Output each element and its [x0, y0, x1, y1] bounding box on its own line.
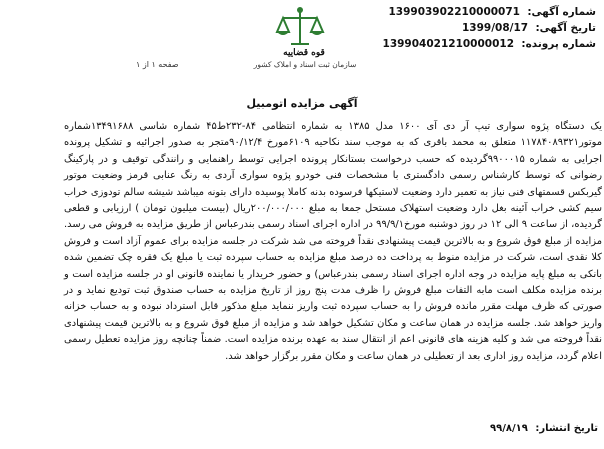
file-number-row [346, 36, 596, 52]
publish-date-value: ۹۹/۸/۱۹ [490, 423, 528, 434]
document-body: یک دستگاه پژوه سواری تیپ آر دی آی ۱۶۰۰ مدل ۱۳۸۵ به شماره انتظامی ۸۴-۲۳۲ط۴۵ شماره شاسی ۱۳۴۹۱۶۸۸شماره موتور۱۱۷۸۴۰۸۹۳۲۱ متعلق به محمد باقری که به موجب سند نکاحیه ۶۱۰۹مورخ ۹۰/۱۲/۴متجر به صدور اجرائیه و تشکیل پرونده اجرایی به شماره ۹۹۰۰۰۱۵گردیده که حسب درخواست بستانکار پرونده اجرایی توسط راهنمایی و رانندگی توقیف و در پارکینگ رضوانی که توسط کارشناس رسمی دادگستری با مشخصات فنی خودرو پژوه سواری آردی به رنگ عنابی قرمز وضعیت موتور گیربکس قسمتهای فنی نیاز به تعمیر دارد وضعیت لاستیکها فرسوده بدنه کاملا پوسیده دارای بتونه میباشد شیشه سالم تودوزی خراب سیم کشی خراب آئینه بغل دارد وضعیت استهلاک مستحل جمعا به مبلغ ۲۰۰/۰۰۰/۰۰۰ریال (بیست میلیون تومان ) ارزیابی و قطعی گردیده، از ساعت ۹ الی ۱۲ در روز دوشنبه مورخ۹۹/۹/۱ در اداره اجرای اسناد رسمی بندرعباس از طریق مزایده به فروش می رسد. مزایده از مبلغ فوق شروع و به بالاترین قیمت پیشنهادی نقداً فروخته می شد شرکت در جلسه مزایده برای عموم آزاد است و فروش کلا نقدی است، شرکت در مزایده منوط به پرداخت ده درصد مبلغ مزایده به حساب سپرده ثبت یا مبلغ یک فقره چک تضمین شده بانکی به مبلغ پایه مزایده در وجه اداره اجرای اسناد رسمی بندرعباس) و حضور خریدار یا نماینده قانونی او در جلسه مزایده است و برنده مزایده مکلف است مابه التفات مبلغ فروش را ظرف مدت پنج روز از تاریخ مزایده به حساب صندوق ثبت تودیع نماید و در صورتی که ظرف مهلت مقرر مانده فروش را به حساب سپرده ثبت واریز ننماید مبلغ مذکور قابل استرداد نبوده و به حساب خزانه واریز خواهد شد. جلسه مزایده در همان ساعت و مکان تشکیل خواهد شد و مزایده از مبلغ فوق شروع و به بالاترین قیمت پیشنهادی نقداً فروخته می شد و کلیه هزینه های قانونی اعم از انتقال سند به عهده برنده مزایده است. ضمناً چنانچه روز مزایده تعطیل رسمی اعلام گردد، مزایده روز اداری بعد از تعطیلی در همان ساعت و مکان مقرر برگزار خواهد شد. [64, 121, 603, 362]
file-number-label: شماره پرونده: [521, 38, 596, 50]
notice-number-value: 139903902210000071 [388, 6, 520, 18]
page-indicator: صفحه ۱ از ۱ [136, 60, 179, 69]
org-subtitle: سازمان ثبت اسناد و املاک کشور [253, 60, 357, 69]
document-title: آگهی مزایده اتومبیل [246, 97, 358, 110]
notice-number-row [346, 4, 596, 20]
notice-number-label: شماره آگهی: [527, 6, 596, 18]
file-number-value: 139904021210000012 [382, 38, 515, 50]
publish-date-label: تاریخ انتشار: [535, 423, 598, 434]
org-name: قوه قضاییه [283, 48, 325, 58]
notice-date-label: تاریخ آگهی: [535, 22, 596, 34]
notice-date-value: 1399/08/17 [461, 22, 529, 34]
notice-meta [346, 4, 596, 52]
publish-date [490, 423, 598, 434]
notice-date-row [346, 20, 596, 36]
